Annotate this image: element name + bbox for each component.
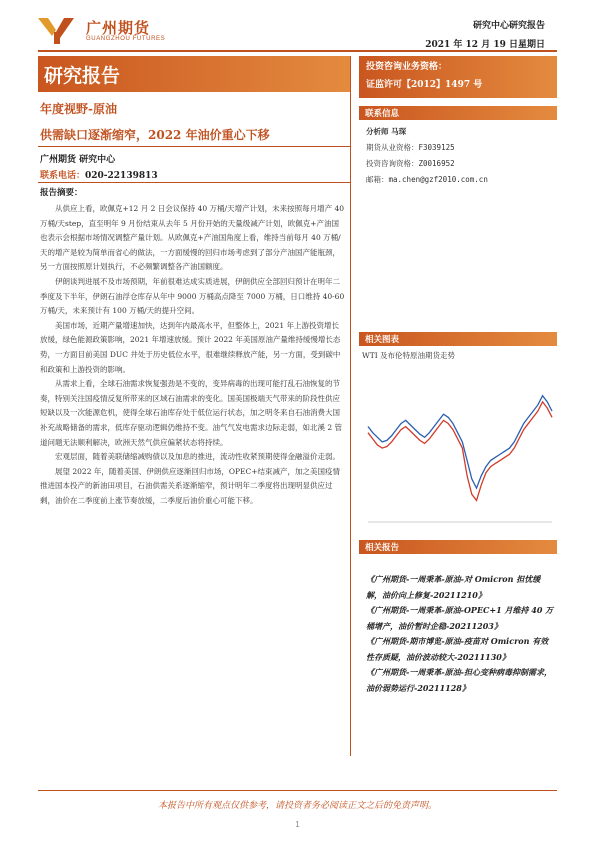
chart-section-title: 相关图表 [365, 335, 400, 345]
abstract-paragraph: 展望 2022 年，随着美国、伊朗供应逐渐回归市场，OPEC+结束减产，加之美国疫情推进国本投产的新油田项目，石油供需关系逐渐缩窄，预计明年二季度将出现明显供应过剩，油价在二季度前上涨节奏放缓，二季度后油价重心可能下移。 [40, 466, 341, 505]
headline-divider [38, 146, 351, 147]
related-reports [366, 572, 556, 696]
oil-price-chart [362, 362, 558, 532]
report-category: 年度视野-原油 [40, 102, 117, 116]
logo-chinese-name: 广州期货 [86, 19, 151, 37]
invest-qualification: 投资咨询资格：Z0016952 [366, 159, 455, 168]
contact-section-title: 联系信息 [365, 109, 400, 119]
abstract-title: 报告摘要： [40, 188, 83, 198]
reports-section-title: 相关报告 [365, 543, 400, 553]
disclaimer: 本报告中所有观点仅供参考，请投资者务必阅读正文之后的免责声明。 [157, 801, 437, 811]
abstract-body [40, 202, 346, 508]
contact-phone [40, 168, 158, 181]
qualification-label: 投资咨询业务资格： [366, 62, 448, 72]
abstract-paragraph: 美国市场，近期产量增速加快，达到年内最高水平，但整体上，2021 年上游投资增长放缓，绿色能源政策影响，2021 年增速放缓。预计 2022 年美国原油产量维持缓慢增长态势，一方面目前美国 DUC 井处于历史低位水平，很难继续释放产能，另一方面，受到碳中和政策和上游投资的影响。 [40, 320, 341, 374]
phone-label: 联系电话： [40, 171, 86, 181]
abstract-paragraph: 伊朗谈判进展不及市场预期，年前很难达成实质进展，伊朗供应全部回归预计在明年二季度及下半年，伊朗石油浮仓库存从年中 9000 万桶高点降至 7000 万桶，日口维持 40-60 万桶/天，未来预计有 100 万桶/天的提升空间。 [40, 276, 345, 316]
reports-section-header [359, 540, 557, 554]
email: 邮箱：ma.chen@gzf2010.com.cn [366, 175, 488, 184]
report-headline: 供需缺口逐渐缩窄，2022 年油价重心下移 [40, 128, 270, 142]
abstract-paragraph: 从需求上看，全球石油需求恢复强劲是不变的，变异病毒的出现可能打乱石油恢复的节奏，特别关注国疫情反复所带来的区域石油需求的变化。国美国极端天气带来的阶段性供应短缺以及一次能源危机，使得全球石油库存处于低位运行状态，加之明冬来自石油消费大国补充战略储备的需求，低库存驱动逻辑仍维持不变。油气气发电需求边际走弱，如北溪 2 管道问题无法顺利解决，欧洲天然气供应偏紧状态将持续。 [40, 379, 343, 447]
abstract-paragraph: 宏观层面，随着美联储缩减购债以及加息的推进，流动性收紧预期使得金融溢价走弱。 [55, 452, 340, 462]
contact-info [366, 124, 488, 188]
contact-section-header [359, 106, 557, 120]
series-line-2 [368, 402, 552, 501]
series-line-1 [368, 396, 552, 488]
guangzhou-futures-logo-icon [38, 18, 78, 44]
report-link[interactable]: 《广州期货-期市博览-原油-疫苗对 Omicron 有效性存质疑，油价波动较大-20211130》 [366, 636, 549, 662]
chart-caption: WTI 及布伦特原油期货走势 [362, 351, 456, 360]
column-divider [350, 56, 351, 756]
page-number: 1 [295, 820, 300, 829]
phone-number: 020-22139813 [85, 171, 158, 181]
report-link[interactable]: 《广州期货-一周秉革-原油-对 Omicron 担忧缓解，油价向上修复-20211210》 [366, 574, 541, 600]
footer-divider [38, 790, 557, 791]
logo-english-name: GUANGZHOU FUTURES [86, 36, 166, 42]
analyst-name: 分析师 马琛 [366, 127, 407, 136]
report-link[interactable]: 《广州期货-一周秉革-原油-OPEC+1 月维持 40 万桶增产，油价暂时企稳-20211203》 [366, 605, 554, 631]
organization: 广州期货 研究中心 [40, 155, 116, 165]
report-date: 2021 年 12 月 19 日星期日 [425, 40, 545, 50]
header-divider [38, 50, 557, 52]
section-divider [38, 182, 351, 183]
report-link[interactable]: 《广州期货-一周秉革-原油-担心变种病毒抑制需求，油价弱势运行-20211128》 [366, 667, 552, 693]
page-title: 研究报告 [44, 65, 121, 87]
report-type: 研究中心研究报告 [472, 21, 545, 31]
email-link[interactable]: ma.chen@gzf2010.com.cn [388, 175, 488, 184]
license-number: 证监许可【2012】1497 号 [366, 80, 483, 90]
abstract-paragraph: 从供应上看，欧佩克+12 月 2 日会议保持 40 万桶/天增产计划，未来按照每月增产 40 万桶/天step，直至明年 9 月份结束从去年 5 月份开始的天量级减产计划，欧佩克+产油国也表示会根据市场情况调整产量计划。从欧佩克+产油国角度上看，维持当前每月 40 万桶/天的增产是较为简单而省心的做法，一方面缓慢的回归市场考虑到了部分产油国产能瓶颈，另一方面按照原计划执行，不必频繁调整各产油国额度。 [40, 204, 345, 272]
chart-section-header [359, 332, 557, 346]
futures-qualification: 期货从业资格：F3039125 [366, 143, 455, 152]
